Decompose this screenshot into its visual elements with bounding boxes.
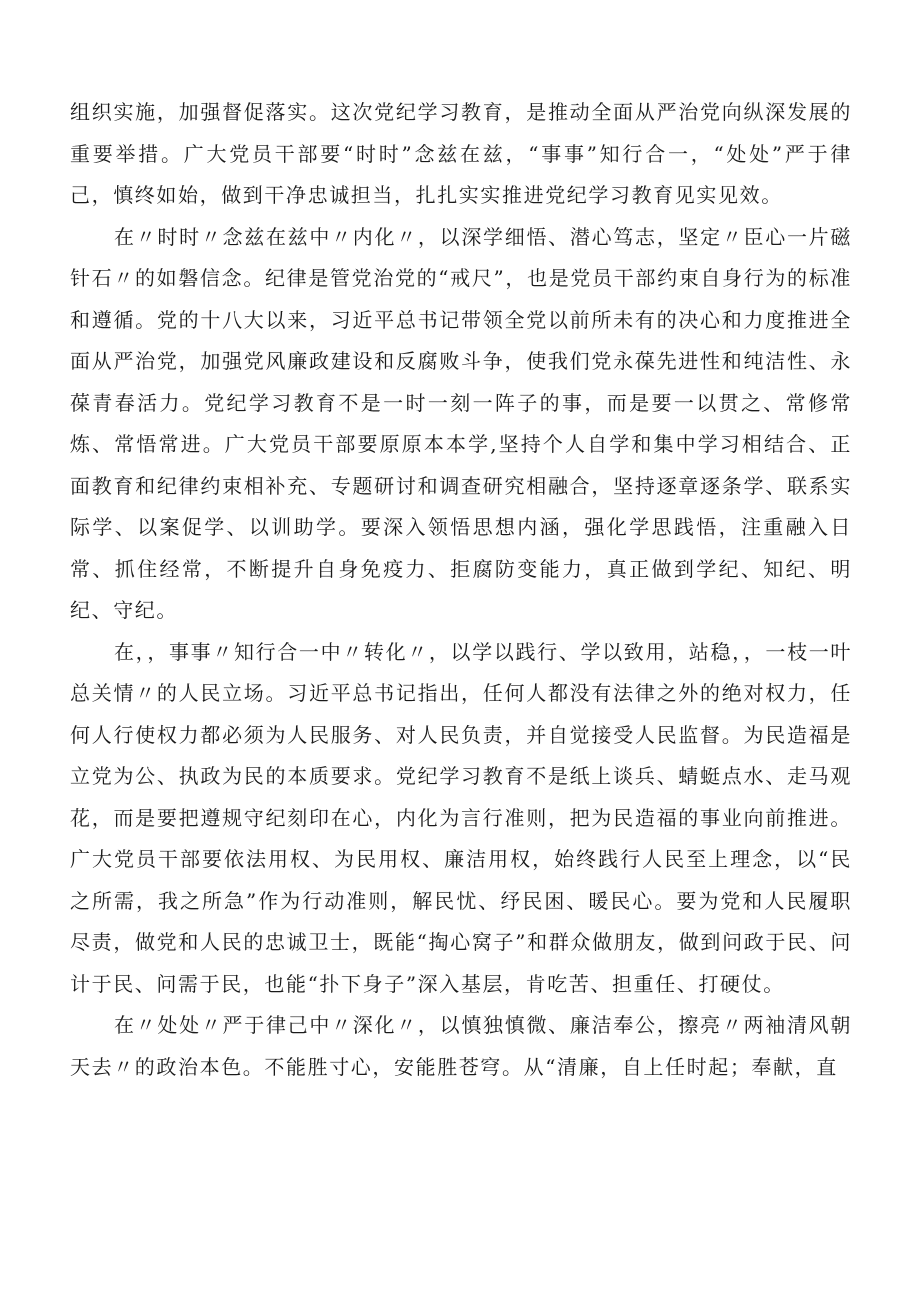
paragraph-transform: 在，，事事〃知行合一中〃转化〃，以学以践行、学以致用，站稳，，一枝一叶总关情〃的人民立场。习近平总书记指出，任何人都没有法律之外的绝对权力，任何人行使权力都必须为人民服务、对人民负责，并自觉接受人民监督。为民造福是立党为公、执政为民的本质要求。党纪学习教育不是纸上谈兵、蜻蜓点水、走马观花，而是要把遵规守纪刻印在心，内化为言行准则，把为民造福的事业向前推进。广大党员干部要依法用权、为民用权、廉洁用权，始终践行人民至上理念，以“民之所需，我之所急”作为行动准则，解民忧、纾民困、暖民心。要为党和人民履职尽责，做党和人民的忠诚卫士，既能“掏心窝子”和群众做朋友，做到问政于民、问计于民、问需于民，也能“扑下身子”深入基层，肯吃苦、担重任、打硬仗。 [70, 639, 852, 996]
document-body [70, 92, 852, 1088]
paragraph-internalize: 在〃时时〃念兹在兹中〃内化〃，以深学细悟、潜心笃志，坚定〃臣心一片磁针石〃的如磐信念。纪律是管党治党的“戒尺”，也是党员干部约束自身行为的标准和遵循。党的十八大以来，习近平总书记带领全党以前所未有的决心和力度推进全面从严治党，加强党风廉政建设和反腐败斗争，使我们党永葆先进性和纯洁性、永葆青春活力。党纪学习教育不是一时一刻一阵子的事，而是要一以贯之、常修常炼、常悟常进。广大党员干部要原原本本学,坚持个人自学和集中学习相结合、正面教育和纪律约束相补充、专题研讨和调查研究相融合，坚持逐章逐条学、联系实际学、以案促学、以训助学。要深入领悟思想内涵，强化学思践悟，注重融入日常、抓住经常，不断提升自身免疫力、拒腐防变能力，真正做到学纪、知纪、明纪、守纪。 [70, 224, 852, 622]
paragraph-deepen: 在〃处处〃严于律己中〃深化〃，以慎独慎微、廉洁奉公，擦亮〃两袖清风朝天去〃的政治本色。不能胜寸心，安能胜苍穹。从“清廉，自上任时起；奉献，直 [70, 1013, 852, 1079]
paragraph-continuation: 组织实施，加强督促落实。这次党纪学习教育，是推动全面从严治党向纵深发展的重要举措。广大党员干部要“时时”念兹在兹，“事事”知行合一，“处处”严于律己，慎终如始，做到干净忠诚担当，扎扎实实推进党纪学习教育见实见效。 [70, 100, 852, 207]
